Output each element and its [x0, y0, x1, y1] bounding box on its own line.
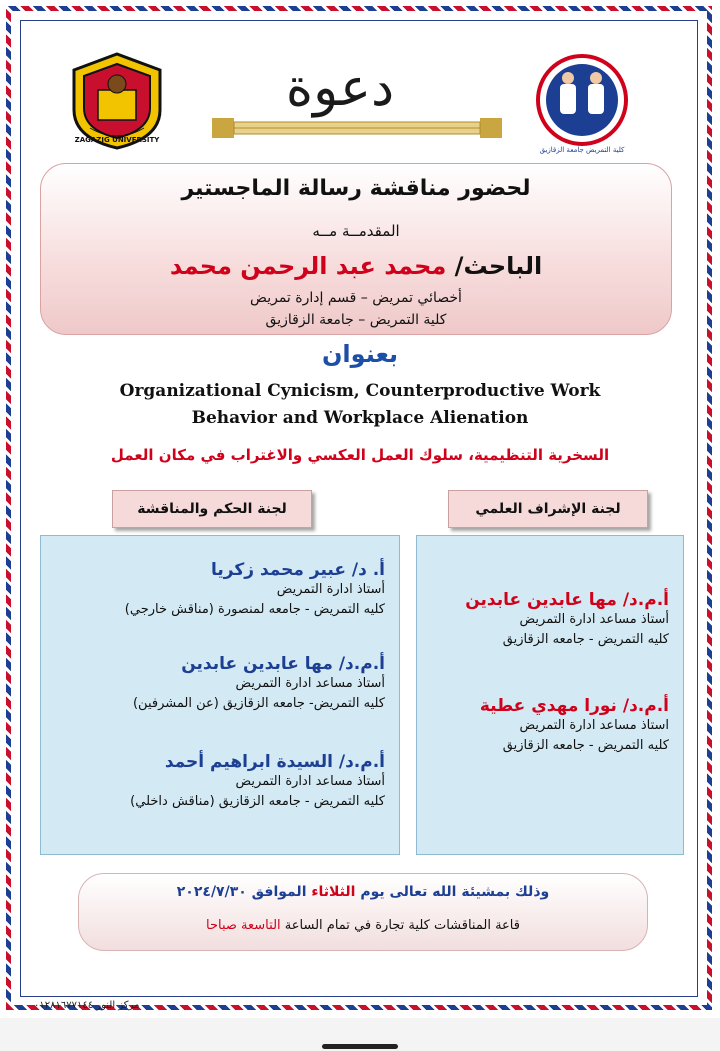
member-affiliation: كليه التمريض - جامعه الزقازيق (مناقش داخلي)	[130, 794, 385, 809]
event-weekday: الثلاثاء	[311, 884, 356, 900]
member-title: أستاذ مساعد ادارة التمريض	[235, 676, 385, 691]
event-date: الموافق ٢٠٢٤/٧/٣٠	[176, 884, 307, 900]
member-name: أ.م.د/ مها عابدين عابدين	[465, 590, 669, 610]
event-time: التاسعة صباحا	[206, 918, 281, 933]
faculty-of-nursing-logo	[522, 48, 642, 156]
supervision-member	[465, 590, 669, 650]
member-affiliation: كليه التمريض - جامعه الزقازيق	[502, 738, 669, 753]
supervision-committee-label: لجنة الإشراف العلمي	[448, 490, 648, 528]
researcher-job: أخصائي تمريض – قسم إدارة تمريض	[250, 290, 462, 306]
event-venue-line	[79, 918, 647, 933]
gesture-navigation-bar[interactable]	[322, 1044, 398, 1049]
member-affiliation: كليه التمريض - جامعه الزقازيق	[502, 632, 669, 647]
judging-member	[133, 654, 385, 714]
member-name: أ.م.د/ السيدة ابراهيم أحمد	[164, 752, 385, 772]
member-name: أ.م.د/ نورا مهدي عطية	[479, 696, 669, 716]
zagazig-university-logo	[68, 50, 166, 152]
judging-committee-panel	[40, 535, 400, 855]
event-date-line	[79, 884, 647, 900]
presented-by: المقدمــة مــه	[312, 222, 400, 240]
supervision-committee-panel	[416, 535, 684, 855]
researcher-affiliation: كلية التمريض – جامعة الزقازيق	[265, 312, 447, 328]
invitation-title: دعوة	[285, 58, 395, 118]
event-date-prefix: وذلك بمشيئة الله تعالى يوم	[360, 884, 550, 900]
logo-caption: كلية التمريض جامعة الزقازيق	[539, 146, 625, 154]
english-title-line1: Organizational Cynicism, Counterproductive Work	[119, 381, 601, 401]
member-name: أ.م.د/ مها عابدين عابدين	[181, 654, 385, 674]
member-title: استاذ مساعد ادارة التمريض	[519, 718, 669, 733]
researcher-label: الباحث/	[454, 252, 543, 280]
researcher-line	[41, 252, 671, 280]
invitation-box	[40, 163, 672, 335]
invitation-purpose: لحضور مناقشة رسالة الماجستير	[181, 176, 531, 201]
judging-committee-label: لجنة الحكم والمناقشة	[112, 490, 312, 528]
member-name: أ. د/ عبير محمد زكريا	[211, 560, 385, 580]
member-title: أستاذ مساعد ادارة التمريض	[519, 612, 669, 627]
judging-member	[125, 560, 385, 620]
event-venue: قاعة المناقشات كلية تجارة في تمام الساعة	[284, 918, 520, 933]
printer-credit: مركز النور ٠١٢٨١٦٧٧١٤٤	[34, 1000, 140, 1011]
researcher-name: محمد عبد الرحمن محمد	[169, 252, 447, 280]
member-affiliation: كليه التمريض- جامعه الزقازيق (عن المشرفين)	[132, 696, 385, 711]
member-affiliation: كليه التمريض - جامعه لمنصورة (مناقش خارجي)	[124, 602, 385, 617]
english-title-line2: Behavior and Workplace Alienation	[191, 408, 529, 428]
judging-member	[130, 752, 385, 812]
member-title: أستاذ مساعد ادارة التمريض	[235, 774, 385, 789]
logo-caption: ZAGAZIG UNIVERSITY	[74, 136, 160, 144]
arabic-title: السخرية التنظيمية، سلوك العمل العكسي والاغتراب في مكان العمل	[110, 446, 610, 464]
event-details-box	[78, 873, 648, 951]
supervision-member	[480, 696, 669, 756]
member-title: أستاذ ادارة التمريض	[276, 582, 385, 597]
title-heading: بعنوان	[321, 340, 399, 368]
title-scroll-ornament	[212, 114, 502, 142]
